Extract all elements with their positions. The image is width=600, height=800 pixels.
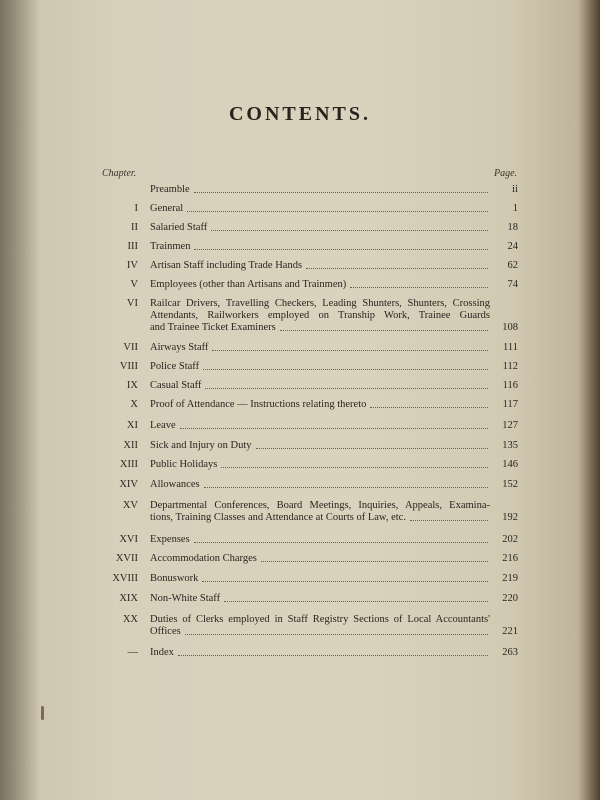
dot-leader [212,349,488,351]
page-number: 111 [503,342,518,353]
chapter-number: VIII [119,361,138,372]
chapter-title-line: Preamble [150,184,190,195]
dot-leader [410,519,488,521]
chapter-title-line: Sick and Injury on Duty [150,440,252,451]
chapter-number: XI [126,420,138,431]
dot-leader [185,633,488,635]
page-number: 221 [502,626,518,637]
chapter-title [150,184,490,196]
chapter-number: III [127,241,138,252]
chapter-title-line: Accommodation Charges [150,553,257,564]
chapter-title-line: Bonuswork [150,573,199,584]
chapter-title [150,479,490,491]
page-column-header: Page. [494,168,518,179]
chapter-title [150,342,490,354]
chapter-title-line: Salaried Staff [150,222,208,233]
chapter-number: IV [126,260,138,271]
page-number: 263 [502,647,518,658]
dot-leader [280,329,488,331]
chapter-title-line: Index [150,647,174,658]
page-number: 108 [502,322,518,333]
chapter-title-line: Expenses [150,534,190,545]
dot-leader [202,580,488,582]
chapter-title [150,459,490,471]
dot-leader [203,368,488,370]
chapter-title [150,222,490,234]
page-title: CONTENTS. [228,103,372,125]
page-number: 62 [507,260,518,271]
dot-leader [204,486,488,488]
chapter-title [150,534,490,546]
chapter-title-line: Trainmen [150,241,191,252]
chapter-title-line: Employees (other than Artisans and Trainmen) [150,279,347,290]
page-number: 216 [502,553,518,564]
chapter-title [150,361,490,373]
page-number: 202 [502,534,518,545]
chapter-number: IX [126,380,138,391]
dot-leader [187,210,488,212]
page-number: 24 [507,241,518,252]
chapter-number: V [130,279,138,290]
chapter-title-line: Offices [150,626,181,637]
page-number: 192 [502,512,518,523]
chapter-title-line: Casual Staff [150,380,202,391]
dot-leader [224,600,488,602]
dot-leader [180,427,488,429]
ink-mark [41,706,44,720]
chapter-title [150,500,490,524]
dot-leader [370,406,488,408]
dot-leader [205,387,488,389]
page-number: 152 [502,479,518,490]
page-number: ii [512,184,518,195]
chapter-number: XIII [119,459,138,470]
page-number: 146 [502,459,518,470]
chapter-title-line: Allowances [150,479,200,490]
page-number: 74 [507,279,518,290]
chapter-title-line: Non-White Staff [150,593,221,604]
dot-leader [261,560,488,562]
chapter-title-line: tions, Training Classes and Attendance at Courts of Law, etc. [150,512,406,523]
chapter-number: XII [123,440,138,451]
chapter-title-line: Duties of Clerks employed in Staff Registry Sections of Local Accountants' [150,614,490,625]
page-number: 18 [507,222,518,233]
chapter-number: XVI [119,534,138,545]
page-number: 117 [502,399,518,410]
dot-leader [350,286,488,288]
page-number: 127 [502,420,518,431]
chapter-title-line: Departmental Conferences, Board Meetings, Inquiries, Appeals, Examina- [150,500,490,511]
chapter-title [150,203,490,215]
chapter-title [150,553,490,565]
page-number: 1 [512,203,518,214]
chapter-title-line: General [150,203,184,214]
chapter-title-line: Airways Staff [150,342,209,353]
chapter-title-line: Police Staff [150,361,200,372]
chapter-title [150,298,490,334]
chapter-title [150,279,490,291]
dot-leader [221,466,488,468]
chapter-number: X [130,399,138,410]
chapter-title-line: Leave [150,420,176,431]
chapter-title [150,614,490,638]
chapter-number: I [134,203,138,214]
chapter-number: VII [123,342,138,353]
chapter-title [150,241,490,253]
chapter-title-line: Attendants, Railworkers employed on Tranship Work, Trainee Guards [150,310,490,321]
chapter-title-line: Public Holidays [150,459,218,470]
chapter-number: XIX [119,593,138,604]
dot-leader [256,447,489,449]
page-number: 112 [502,361,518,372]
chapter-column-header: Chapter. [102,168,137,179]
dot-leader [194,541,488,543]
chapter-title-line: Artisan Staff including Trade Hands [150,260,303,271]
chapter-number: XIV [119,479,138,490]
dot-leader [194,248,488,250]
chapter-number: — [127,647,138,658]
chapter-title [150,440,490,452]
page-number: 220 [502,593,518,604]
chapter-number: XV [122,500,138,511]
dot-leader [306,267,488,269]
chapter-title [150,260,490,272]
chapter-title-line: Railcar Drivers, Travelling Checkers, Leading Shunters, Shunters, Crossing [150,298,490,309]
page-number: 219 [502,573,518,584]
dot-leader [194,191,488,193]
chapter-number: II [131,222,138,233]
chapter-title [150,647,490,659]
chapter-number: XVII [115,553,138,564]
page-number: 135 [502,440,518,451]
chapter-number: VI [126,298,138,309]
chapter-number: XX [122,614,138,625]
chapter-title-line: Proof of Attendance — Instructions relating thereto [150,399,367,410]
chapter-title [150,380,490,392]
chapter-title [150,573,490,585]
chapter-title-line: and Trainee Ticket Examiners [150,322,276,333]
page-number: 116 [502,380,518,391]
chapter-title [150,420,490,432]
chapter-title [150,399,490,411]
dot-leader [178,654,488,656]
dot-leader [211,229,488,231]
chapter-number: XVIII [112,573,138,584]
chapter-title [150,593,490,605]
